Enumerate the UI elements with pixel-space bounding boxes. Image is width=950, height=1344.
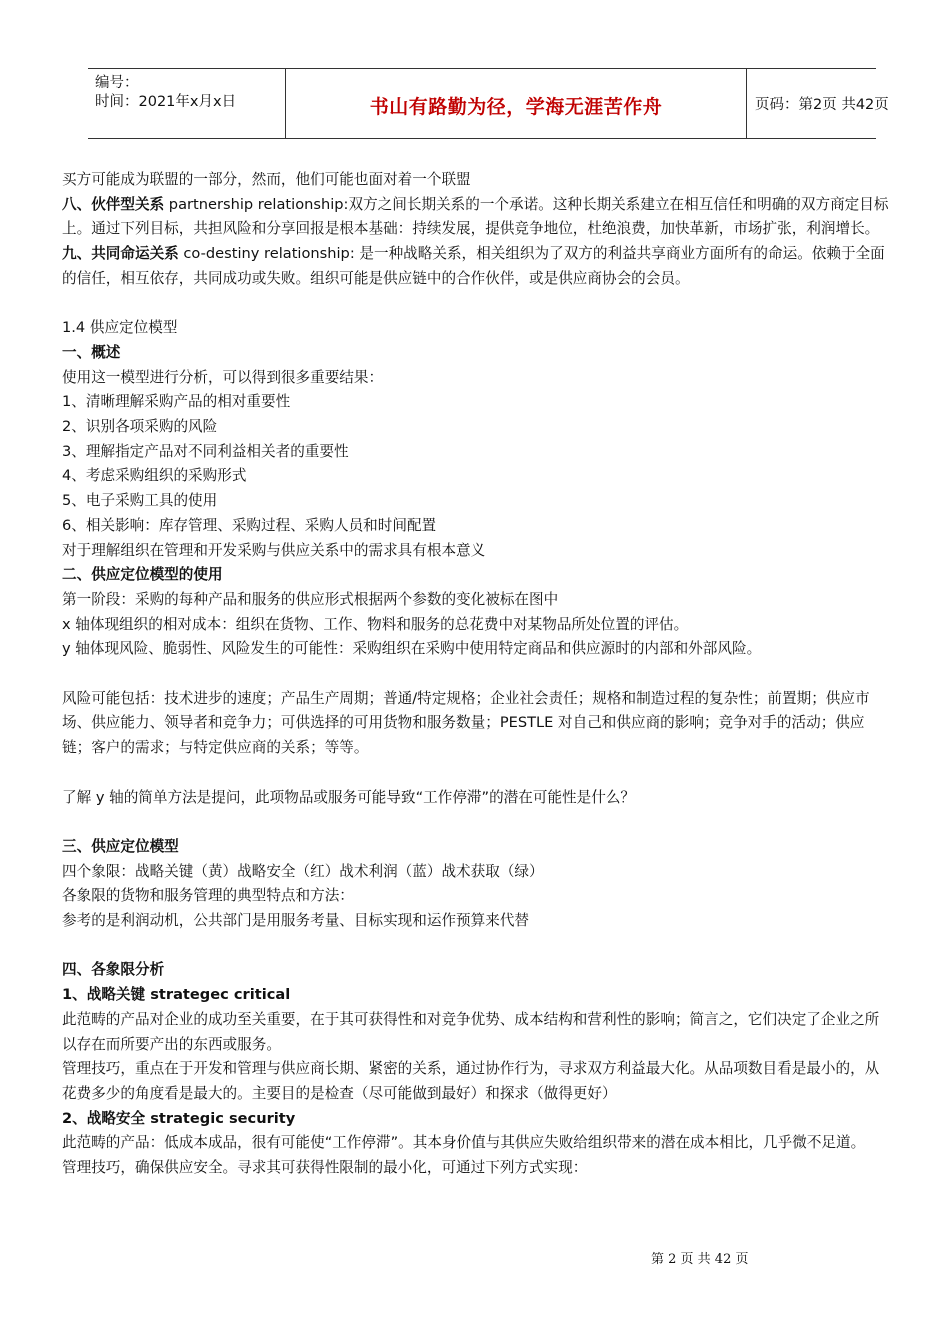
list-item: 1、清晰理解采购产品的相对重要性 xyxy=(62,393,291,411)
header-motto-cell xyxy=(285,69,747,138)
section-9-text: co-destiny relationship: 是一种战略关系，相关组织为了双方的利益共享商业方面所有的命运。依赖于全面的信任，相互依存，共同成功或失败。组织可能是供应链中的合作伙伴，或是供应商协会的会员。 xyxy=(62,245,885,287)
strategic-critical-text: 此范畴的产品对企业的成功至关重要，在于其可获得性和对竞争优势、成本结构和营利性的影响；简言之，它们决定了企业之所以存在而所要产出的东西或服务。 xyxy=(62,1010,880,1053)
section-9-title: 九、共同命运关系 xyxy=(62,245,179,263)
header-motto: 书山有路勤为径，学海无涯苦作舟 xyxy=(369,96,663,118)
section-8-title: 八、伙伴型关系 xyxy=(62,195,165,213)
list-item: 4、考虑采购组织的采购形式 xyxy=(62,467,247,485)
spacer xyxy=(62,662,892,687)
document-body xyxy=(62,168,892,1181)
list-item: 6、相关影响：库存管理、采购过程、采购人员和时间配置 xyxy=(62,516,437,534)
section-heading-1-4: 1.4 供应定位模型 xyxy=(62,319,178,337)
document-time-label: 时间：2021年x月x日 xyxy=(95,94,237,110)
spacer xyxy=(62,292,892,317)
header-meta-cell xyxy=(88,69,285,138)
y-axis-question: 了解 y 轴的简单方法是提问，此项物品或服务可能导致“工作停滞”的潜在可能性是什么？ xyxy=(62,788,636,806)
risk-text: 风险可能包括：技术进步的速度；产品生产周期；普通/特定规格；企业社会责任；规格和制造过程的复杂性；前置期；供应市场、供应能力、领导者和竞争力；可供选择的可用货物和服务数量；PESTLE 对自己和供应商的影响；竞争对手的活动；供应链；客户的需求；与特定供应商的关系；等等。 xyxy=(62,689,870,757)
quadrants-reference-text: 参考的是利润动机，公共部门是用服务考量、目标实现和运作预算来代替 xyxy=(62,912,530,930)
heading-strategic-critical: 1、战略关键 strategec critical xyxy=(62,986,291,1004)
strategic-security-text: 此范畴的产品：低成本成品，很有可能使“工作停滞”。其本身价值与其供应失败给组织带来的潜在成本相比，几乎微不足道。 xyxy=(62,1134,866,1152)
list-item: 5、电子采购工具的使用 xyxy=(62,492,218,510)
list-conclusion: 对于理解组织在管理和开发采购与供应关系中的需求具有根本意义 xyxy=(62,541,486,559)
spacer xyxy=(62,934,892,959)
section-8-text: partnership relationship:双方之间长期关系的一个承诺。这种长期关系建立在相互信任和明确的双方商定目标上。通过下列目标，共担风险和分享回报是根本基础：持续发展，提供竞争地位，杜绝浪费，加快革新，市场扩张，利润增长。 xyxy=(62,195,889,238)
document-number-label: 编号： xyxy=(95,75,139,91)
quadrants-text: 四个象限：战略关键（黄）战略安全（红）战术利润（蓝）战术获取（绿） xyxy=(62,862,544,880)
section-8-paragraph xyxy=(62,193,892,242)
page-footer: 第 2 页 共 42 页 xyxy=(651,1252,749,1267)
heading-positioning-model: 三、供应定位模型 xyxy=(62,837,179,855)
section-9-paragraph xyxy=(62,242,892,291)
heading-model-usage: 二、供应定位模型的使用 xyxy=(62,566,223,584)
strategic-security-management: 管理技巧，确保供应安全。寻求其可获得性限制的最小化，可通过下列方式实现： xyxy=(62,1159,588,1177)
list-item: 2、识别各项采购的风险 xyxy=(62,418,218,436)
y-axis-text: y 轴体现风险、脆弱性、风险发生的可能性：采购组织在采购中使用特定商品和供应源时的内部和外部风险。 xyxy=(62,640,762,658)
strategic-critical-management: 管理技巧，重点在于开发和管理与供应商长期、紧密的关系，通过协作行为，寻求双方利益最大化。从品项数目看是最小的，从花费多少的角度看是最大的。主要目的是检查（尽可能做到最好）和探求（做得更好） xyxy=(62,1060,880,1102)
paragraph: 买方可能成为联盟的一部分，然而，他们可能也面对着一个联盟 xyxy=(62,171,471,188)
heading-quadrant-analysis: 四、各象限分析 xyxy=(62,961,165,979)
header-page-cell xyxy=(747,69,889,138)
stage-one-text: 第一阶段：采购的每种产品和服务的供应形式根据两个参数的变化被标在图中 xyxy=(62,590,559,608)
header-page-info: 页码：第2页 共42页 xyxy=(755,97,889,113)
page-header xyxy=(88,68,889,139)
list-item: 3、理解指定产品对不同利益相关者的重要性 xyxy=(62,442,349,460)
quadrants-management-text: 各象限的货物和服务管理的典型特点和方法： xyxy=(62,887,354,905)
x-axis-text: x 轴体现组织的相对成本：组织在货物、工作、物料和服务的总花费中对某物品所处位置的评估。 xyxy=(62,615,689,633)
intro-text: 使用这一模型进行分析，可以得到很多重要结果： xyxy=(62,368,384,386)
heading-overview: 一、概述 xyxy=(62,343,121,361)
spacer xyxy=(62,810,892,835)
spacer xyxy=(62,761,892,786)
heading-strategic-security: 2、战略安全 strategic security xyxy=(62,1109,296,1127)
